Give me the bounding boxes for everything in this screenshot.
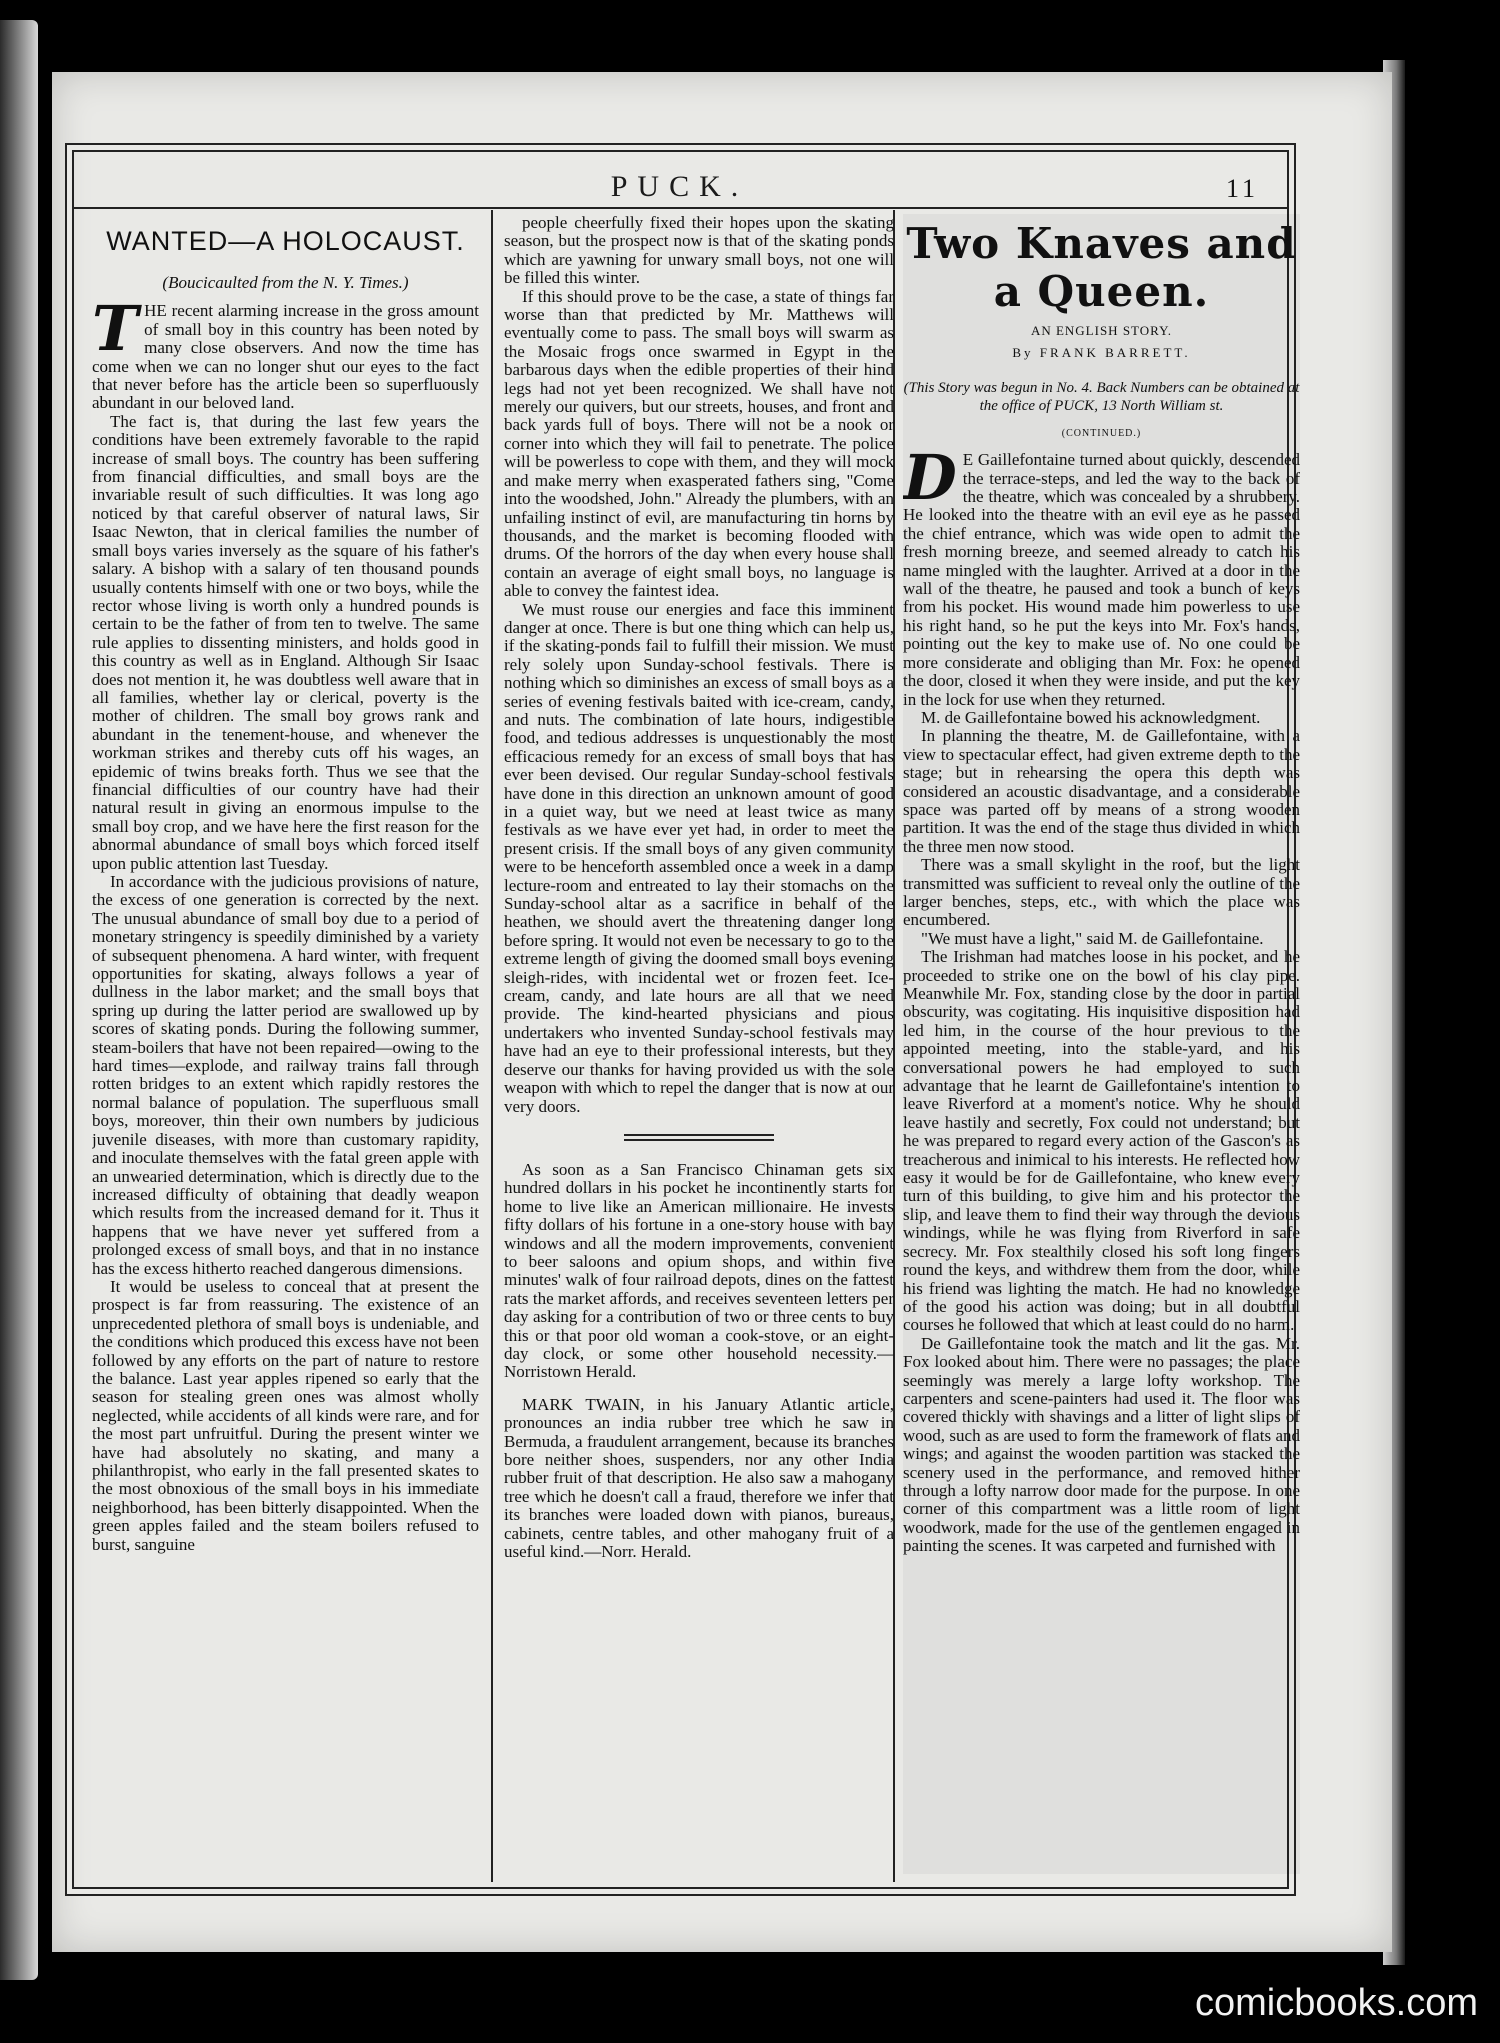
story-paragraph: There was a small skylight in the roof, but the light transmitted was sufficient to reveal only the outline of the larger benches, steps, etc., with which the place was encumbered. — [903, 855, 1300, 930]
column-serial-story — [903, 214, 1300, 1874]
article-paragraph: If this should prove to be the case, a state of things far worse than that predicted by Mr. Matthews will eventually come to pass. The small boys will swarm as the Mosaic frogs once swarmed in Egypt in the barbarous days when the edible properties of their hind legs had not yet been recognized. We shall have not merely our quivers, but our streets, houses, and front and back yards full of boys. There will not be a nook or corner into which they will fail to penetrate. The police will be powerless to cope with them, and they will mock and make merry when exasperated fathers sing, "Come into the woodshed, John." Already the plumbers, with an unfailing instinct of evil, are manufacturing tin horns by thousands, and the market is becoming flooded with drums. Of the horrors of the day when every house shall contain an average of eight small boys, no language is able to convey the faintest idea. — [504, 286, 894, 601]
story-title: Two Knaves and a Queen. — [906, 219, 1297, 316]
story-paragraph: "We must have a light," said M. de Gaillefontaine. — [921, 928, 1264, 948]
column-wanted-a-holocaust — [92, 214, 479, 1874]
column-rule — [491, 210, 493, 1882]
story-kicker: AN ENGLISH STORY. — [1030, 323, 1173, 338]
continued-label: (CONTINUED.) — [1061, 427, 1142, 439]
masthead-title: PUCK. — [610, 170, 749, 203]
article-headline: WANTED—A HOLOCAUST. — [106, 226, 465, 256]
dropcap-letter: T — [92, 292, 139, 366]
story-note: (This Story was begun in No. 4. Back Numbers can be obtained at the office of PUCK, 13 North William st. — [903, 379, 1300, 414]
section-divider — [624, 1134, 774, 1141]
story-byline: By FRANK BARRETT. — [1012, 345, 1191, 361]
news-item: MARK TWAIN, in his January Atlantic article, pronounces an india rubber tree which he saw in Bermuda, a fraudulent arrangement, because its branches bore neither shoes, suspenders, nor any other India rubber fruit of that description. He also saw a mahogany tree which he doesn't call a fraud, therefore we infer that its branches were loaded down with pianos, bureaus, cabinets, centre tables, and other mahogany fruit of a useful kind.—Norr. Herald. — [504, 1394, 894, 1562]
article-paragraph: In accordance with the judicious provisions of nature, the excess of one generation is corrected by the next. The unusual abundance of small boy due to a period of monetary stringency is speedily diminished by a variety of subsequent phenomena. A hard winter, with frequent opportunities for skating, always follows a year of dullness in the labor market; and the small boys that spring up during the latter period are swallowed up by scores of skating ponds. During the following summer, steam-boilers that have not been repaired—owing to the hard times—explode, and railway trains fall through rotten bridges to an extent which rapidly restores the normal balance of population. The superfluous small boys, moreover, thin their own numbers by judicious juvenile diseases, with more than customary rapidity, and inoculate themselves with the fatal green apple with an unwearied determination, which is directly due to the increased difficulty of obtaining that deadly weapon which results from the increased demand for it. Thus it happens that we have never yet suffered from a prolonged excess of small boys, and that in no instance has the excess hitherto reached dangerous dimensions. — [92, 872, 479, 1278]
site-watermark: comicbooks.com — [1195, 1982, 1478, 2024]
masthead-rule — [72, 207, 1287, 209]
left-page-edge — [0, 20, 38, 1980]
story-paragraph: D E Gaillefontaine turned about quickly, descended the terrace-steps, and led the way to the back of the theatre, which was concealed by a shrubbery. He looked into the theatre with an evil eye as he passed the chief entrance, which was wide open to admit the fresh morning breeze, and seemed already to catch his name mingled with the laughter. Arrived at a door in the wall of the theatre, he paused and took a bunch of keys from his pocket. His wound made him powerless to use his right hand, so he put the keys into Mr. Fox's hands, pointing out the key to make use of. No one could be more considerate and obliging than Mr. Fox: he opened the door, closed it when they were inside, and put the key in the lock for use when they returned. — [903, 441, 1300, 709]
news-item: As soon as a San Francisco Chinaman gets six hundred dollars in his pocket he incontinently starts for home to live like an American millionaire. He invests fifty dollars of his fortune in a one-story house with bay windows and all the modern improvements, convenient to beer saloons and opium shops, and within five minutes' walk of four railroad depots, dines on the fattest rats the market affords, and receives seventeen letters per day asking for a contribution of two or three cents to buy this or that poor old woman a cook-stove, or an eight-day clock, or some other household necessity.—Norristown Herald. — [504, 1159, 894, 1382]
dropcap-letter: D — [903, 441, 957, 515]
article-paragraph: We must rouse our energies and face this imminent danger at once. There is but one thing which can help us, if the skating-ponds fail to fulfill their mission. We must rely solely upon Sunday-school festivals. There is nothing which so diminishes an excess of small boys as a series of evening festivals baited with ice-cream, candy, and nuts. The combination of late hours, indigestible food, and tedious addresses is unquestionably the most efficacious remedy for an excess of small boys that has ever been devised. Our regular Sunday-school festivals have done in this direction an unknown amount of good in a quiet way, but we need at least twice as many festivals as we have ever yet had, in order to meet the present crisis. If the small boys of any given community were to be henceforth assembled once a week in a damp lecture-room and entreated to lay their stomachs on the Sunday-school altar as a sacrifice in behalf of the heathen, we should avert the threatening danger long before spring. It would not even be necessary to go to the extreme length of giving the doomed small boys evening sleigh-rides, with incidental wet or frozen feet. Ice-cream, candy, and late hours are all that we need provide. The kind-hearted physicians and pious undertakers who invented Sunday-school festivals may have had an eye to their professional interests, but they deserve our thanks for having provided us with the sole weapon with which to repel the danger that is now at our very doors. — [504, 599, 894, 1116]
story-paragraph: In planning the theatre, M. de Gaillefontaine, with a view to spectacular effect, had given extreme depth to the stage; but in rehearsing the opera this depth was considered an acoustic disadvantage, and a considerable space was parted off by means of a strong wooden partition. It was the end of the stage thus divided in which the three men now stood. — [903, 726, 1300, 856]
story-paragraph: M. de Gaillefontaine bowed his acknowledgment. — [921, 707, 1261, 727]
article-paragraph: The fact is, that during the last few years the conditions have been extremely favorable to the rapid increase of small boys. The country has been suffering from financial difficulties, and small boys are the invariable result of such difficulties. It was long ago noticed by that careful observer of natural laws, Sir Isaac Newton, that in clerical families the number of small boys varies inversely as the square of his father's salary. A bishop with a salary of ten thousand pounds usually contents himself with one or two boys, while the rector whose living is worth only a hundred pounds is certain to be the father of from ten to twelve. The same rule applies to dissenting ministers, and holds good in this country as well as in England. Although Sir Isaac does not mention it, he was doubtless well aware that in all families, whether lay or clerical, poverty is the mother of children. The small boy grows rank and abundant in the tenement-house, and whenever the workman strikes and thereby cuts off his wages, an epidemic of twins breaks forth. Thus we see that the financial difficulties of our country have had their natural result in giving an enormous impulse to the small boy crop, and we have here the first reason for the abnormal abundance of small boys which forced itself upon public attention last Tuesday. — [92, 411, 479, 873]
story-paragraph: The Irishman had matches loose in his pocket, and he proceeded to strike one on the bowl of his clay pipe. Meanwhile Mr. Fox, standing close by the door in partial obscurity, was cogitating. His inquisitive disposition had led him, in the course of the hour previous to the appointed meeting, into the stable-yard, and his conversational powers he had employed to such advantage that he learnt de Gaillefontaine's intention to leave Riverford at a moment's notice. Why he should leave hastily and secretly, Fox could not understand; but he was prepared to regard every action of the Gascon's as treacherous and inimical to his interests. He reflected how easy it would be for de Gaillefontaine, who knew every turn of this building, to give him and his protector the slip, and leave them to find their way through the devious windings, while he was flying from Riverford in safe secrecy. Mr. Fox stealthily closed his soft long fingers round the keys, and withdrew them from the door, while his friend was lighting the match. He had no knowledge of the good his action was doing; but in all doubtful courses he followed that which at least could do no harm. — [903, 947, 1300, 1335]
article-paragraph: THE recent alarming increase in the gross amount of small boy in this country has been noted by many close observers. And now the time has come when we can no longer shut our eyes to the fact that never before has the article been so superfluously abundant in our beloved land. — [92, 292, 479, 413]
article-paragraph: It would be useless to conceal that at present the prospect is far from reassuring. The existence of an unprecedented plethora of small boys is undeniable, and the conditions which produced this excess have not been followed by any efforts on the part of nature to restore the balance. Last year apples ripened so early that the season for stealing green ones was almost wholly neglected, while accidents of all kinds were rare, and for the most part unfruitful. During the present winter we have had absolutely no skating, and many a philanthropist, who early in the fall presented skates to the most obnoxious of the small boys in his immediate neighborhood, has been bitterly disappointed. When the green apples failed and the steam boilers refused to burst, sanguine — [92, 1276, 479, 1554]
column-middle — [504, 214, 894, 1874]
story-paragraph: De Gaillefontaine took the match and lit the gas. Mr. Fox looked about him. There were no passages; the place seemingly was merely a large lofty workshop. The carpenters and scene-painters had used it. The floor was covered thickly with shavings and a litter of light slips of wood, such as are used to form the framework of flats and wings; and against the wooden partition was stacked the scenery used in the performance, and removed hither through a lofty narrow door made for the purpose. In one corner of this compartment was a little room of light woodwork, made for the use of the gentlemen engaged in painting the scenes. It was carpeted and furnished with — [903, 1333, 1300, 1556]
masthead — [72, 168, 1287, 212]
page-number: 11 — [1225, 174, 1259, 203]
article-paragraph: people cheerfully fixed their hopes upon the skating season, but the prospect now is that of the skating ponds which are yawning for unwary small boys, not one will be filled this winter. — [504, 214, 894, 288]
article-subhead: (Boucicaulted from the N. Y. Times.) — [162, 273, 409, 292]
